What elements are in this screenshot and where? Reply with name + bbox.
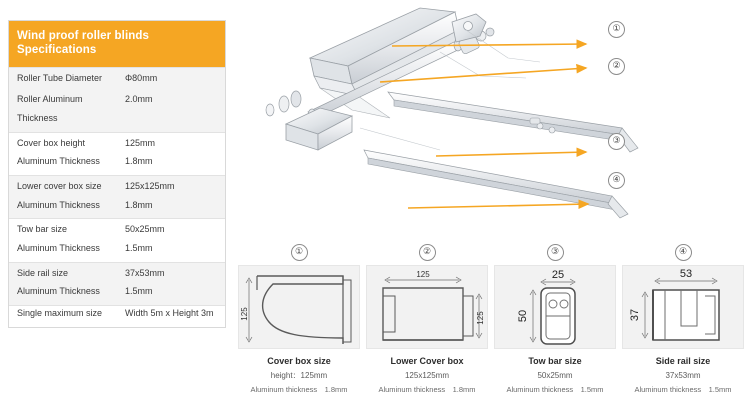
table-row bbox=[9, 154, 225, 175]
card-title: Lower Cover box bbox=[390, 356, 464, 366]
table-row bbox=[9, 218, 225, 241]
spec-value: 125x125mm bbox=[125, 181, 175, 192]
lower-cover-box-part bbox=[286, 108, 352, 150]
specifications-table bbox=[8, 20, 226, 328]
lower-cover-box-width-dim: 125 bbox=[416, 270, 430, 279]
spec-label: Side rail size bbox=[17, 267, 69, 278]
spec-value: 1.5mm bbox=[125, 286, 153, 297]
arrow-to-callout-3 bbox=[408, 204, 588, 208]
card-title: Tow bar size bbox=[528, 356, 582, 366]
spec-label: Tow bar size bbox=[17, 224, 68, 235]
profile-card-cover-box bbox=[238, 244, 360, 416]
profile-card-lower-cover-box bbox=[366, 244, 488, 416]
card-thickness: Aluminum thickness 1.5mm bbox=[634, 385, 732, 395]
spec-value: 37x53mm bbox=[125, 267, 165, 278]
spec-value bbox=[119, 111, 225, 132]
table-row bbox=[9, 175, 225, 198]
tow-bar-height-dim: 50 bbox=[517, 309, 529, 323]
tow-bar-profile-figure bbox=[494, 265, 616, 349]
arrow-to-callout-4 bbox=[436, 152, 586, 156]
spec-label: Cover box height bbox=[17, 137, 86, 148]
spec-value: 1.8mm bbox=[125, 156, 153, 167]
spec-label: Lower cover box size bbox=[17, 181, 102, 192]
card-number: ② bbox=[419, 244, 436, 261]
callout-number-1: ① bbox=[608, 21, 625, 38]
tow-bar-width-dim: 25 bbox=[551, 269, 565, 281]
spec-label: Aluminum Thickness bbox=[17, 286, 100, 297]
profile-cards bbox=[238, 244, 746, 416]
card-thickness: Aluminum thickness 1.5mm bbox=[506, 385, 604, 395]
spec-label: Aluminum Thickness bbox=[17, 243, 100, 254]
profile-card-side-rail bbox=[622, 244, 744, 416]
table-row bbox=[9, 198, 225, 219]
exploded-diagram-svg bbox=[240, 0, 750, 240]
spec-value: 50x25mm bbox=[125, 224, 165, 235]
spec-label: Aluminum Thickness bbox=[17, 156, 100, 167]
table-row bbox=[9, 262, 225, 285]
card-number: ① bbox=[291, 244, 308, 261]
table-row bbox=[9, 67, 225, 90]
table-row bbox=[9, 111, 225, 132]
table-row bbox=[9, 305, 225, 327]
side-rail-profile-svg bbox=[623, 266, 744, 349]
cover-box-profile-figure bbox=[238, 265, 360, 349]
lower-cover-box-profile-svg bbox=[367, 266, 488, 349]
card-title: Cover box size bbox=[267, 356, 331, 366]
exploded-assembly-diagram bbox=[240, 0, 750, 240]
callout-number-3: ③ bbox=[608, 133, 625, 150]
callout-number-4: ④ bbox=[608, 172, 625, 189]
spec-label: Roller Aluminum bbox=[17, 94, 83, 105]
card-title: Side rail size bbox=[655, 356, 711, 366]
table-row bbox=[9, 284, 225, 305]
spec-label: Aluminum Thickness bbox=[17, 199, 100, 210]
tow-bar-part bbox=[364, 150, 628, 218]
side-rail-width-dim: 53 bbox=[679, 268, 693, 280]
spec-value: 2.0mm bbox=[125, 94, 153, 105]
side-rail-part bbox=[388, 92, 638, 152]
table-row bbox=[9, 241, 225, 262]
card-subtitle: 50x25mm bbox=[537, 370, 573, 380]
card-thickness: Aluminum thickness 1.8mm bbox=[378, 385, 476, 395]
spec-value: 125mm bbox=[125, 137, 156, 148]
table-row bbox=[9, 132, 225, 155]
card-subtitle: height：125mm bbox=[270, 370, 328, 380]
lower-cover-box-profile-figure bbox=[366, 265, 488, 349]
spec-value: Φ80mm bbox=[125, 72, 158, 83]
spec-label: Thickness bbox=[17, 112, 58, 123]
card-number: ④ bbox=[675, 244, 692, 261]
table-row bbox=[9, 89, 225, 111]
cover-box-profile-svg bbox=[239, 266, 360, 349]
cover-box-height-dim: 125 bbox=[240, 307, 249, 321]
card-subtitle: 125x125mm bbox=[404, 370, 450, 380]
spec-value: Width 5m x Height 3m bbox=[125, 308, 214, 319]
specifications-title: Wind proof roller blinds Specifications bbox=[9, 21, 225, 67]
profile-card-tow-bar bbox=[494, 244, 616, 416]
spec-value: 1.8mm bbox=[125, 199, 153, 210]
card-thickness: Aluminum thickness 1.8mm bbox=[250, 385, 348, 395]
callout-number-2: ② bbox=[608, 58, 625, 75]
side-rail-height-dim: 37 bbox=[629, 308, 641, 322]
card-subtitle: 37x53mm bbox=[665, 370, 701, 380]
side-rail-profile-figure bbox=[622, 265, 744, 349]
tow-bar-profile-svg bbox=[495, 266, 616, 349]
card-number: ③ bbox=[547, 244, 564, 261]
spec-label: Roller Tube Diameter bbox=[17, 72, 103, 83]
spec-value: 1.5mm bbox=[125, 243, 153, 254]
lower-cover-box-height-dim: 125 bbox=[476, 311, 485, 325]
spec-label: Single maximum size bbox=[17, 308, 103, 319]
